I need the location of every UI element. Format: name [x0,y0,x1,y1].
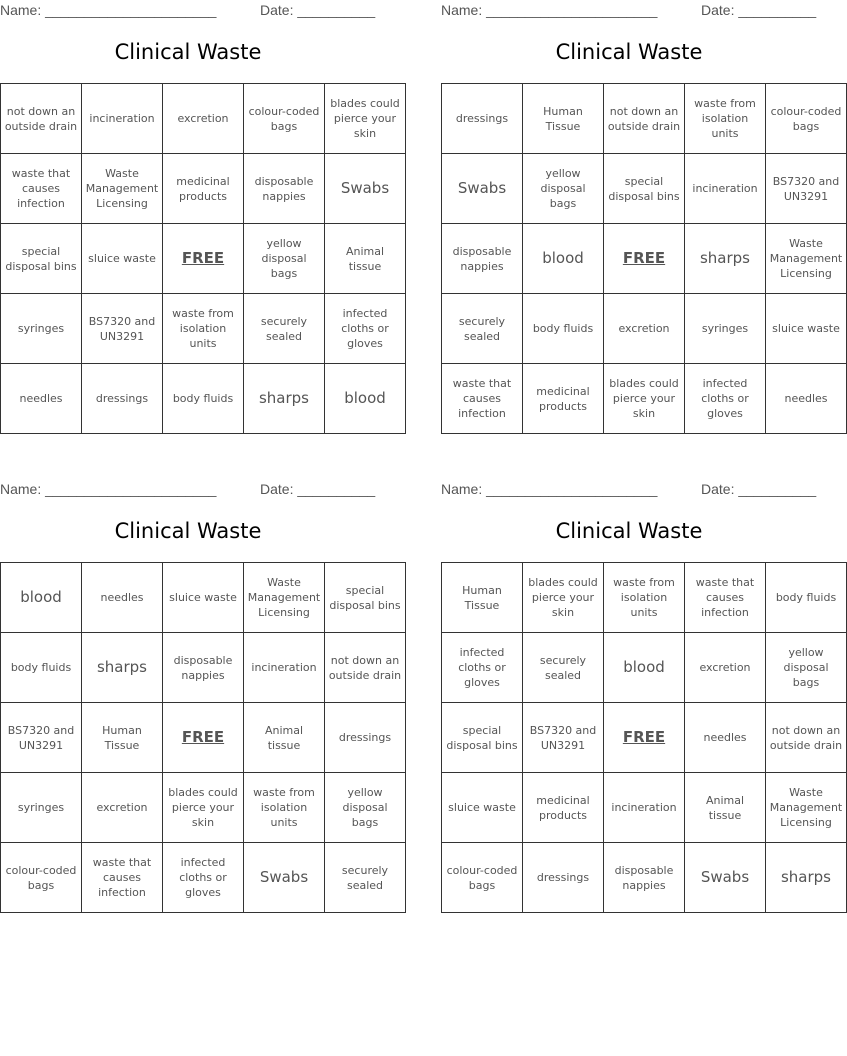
grid-cell: sluice waste [442,773,523,843]
grid-row [1,154,406,224]
grid-row [442,563,847,633]
grid-cell: blood [1,563,82,633]
grid-cell: dressings [325,703,406,773]
grid-cell: yellow disposal bags [523,154,604,224]
grid-cell: blood [523,224,604,294]
grid-row [1,294,406,364]
grid-cell: BS7320 and UN3291 [766,154,847,224]
grid-cell: infected cloths or gloves [163,843,244,913]
grid-cell: Waste Management Licensing [766,224,847,294]
grid-cell: Animal tissue [325,224,406,294]
grid-row [442,703,847,773]
grid-cell: excretion [163,84,244,154]
grid-cell: yellow disposal bags [325,773,406,843]
bingo-card-2 [441,0,843,460]
free-cell: FREE [163,703,244,773]
grid-cell: Swabs [685,843,766,913]
grid-cell: dressings [442,84,523,154]
grid-cell: not down an outside drain [325,633,406,703]
grid-cell: not down an outside drain [604,84,685,154]
name-field: Name: ______________________ [441,481,658,497]
grid-cell: yellow disposal bags [766,633,847,703]
grid-cell: Waste Management Licensing [766,773,847,843]
grid-cell: colour-coded bags [244,84,325,154]
grid-cell: blades could pierce your skin [523,563,604,633]
grid-cell: securely sealed [244,294,325,364]
grid-cell: waste from isolation units [244,773,325,843]
grid-cell: Animal tissue [244,703,325,773]
card-title: Clinical Waste [555,519,703,543]
name-field: Name: ______________________ [441,2,658,18]
grid-cell: medicinal products [523,364,604,434]
grid-cell: blood [604,633,685,703]
grid-cell: body fluids [766,563,847,633]
grid-row [1,703,406,773]
date-field: Date: __________ [260,2,376,18]
grid-cell: infected cloths or gloves [685,364,766,434]
grid-cell: dressings [82,364,163,434]
free-cell: FREE [163,224,244,294]
grid-cell: sharps [766,843,847,913]
grid-row [442,294,847,364]
grid-cell: special disposal bins [325,563,406,633]
card-title: Clinical Waste [114,519,262,543]
grid-row [442,364,847,434]
grid-cell: disposable nappies [163,633,244,703]
date-field: Date: __________ [701,2,817,18]
bingo-grid [0,562,406,913]
grid-cell: excretion [604,294,685,364]
grid-cell: BS7320 and UN3291 [523,703,604,773]
card-title: Clinical Waste [555,40,703,64]
grid-cell: colour-coded bags [1,843,82,913]
grid-cell: disposable nappies [244,154,325,224]
grid-row [1,633,406,703]
grid-row [442,224,847,294]
grid-cell: special disposal bins [442,703,523,773]
grid-row [1,224,406,294]
grid-cell: infected cloths or gloves [325,294,406,364]
grid-cell: waste that causes infection [442,364,523,434]
grid-cell: Swabs [244,843,325,913]
grid-cell: special disposal bins [1,224,82,294]
grid-row [442,633,847,703]
grid-cell: medicinal products [163,154,244,224]
grid-cell: yellow disposal bags [244,224,325,294]
grid-cell: colour-coded bags [766,84,847,154]
grid-cell: sharps [244,364,325,434]
date-field: Date: __________ [260,481,376,497]
name-field: Name: ______________________ [0,2,217,18]
grid-cell: blood [325,364,406,434]
grid-cell: Human Tissue [82,703,163,773]
grid-cell: not down an outside drain [1,84,82,154]
grid-cell: sluice waste [766,294,847,364]
bingo-grid [441,83,847,434]
grid-cell: infected cloths or gloves [442,633,523,703]
grid-cell: excretion [685,633,766,703]
grid-cell: Swabs [442,154,523,224]
grid-row [442,843,847,913]
grid-cell: BS7320 and UN3291 [82,294,163,364]
grid-cell: special disposal bins [604,154,685,224]
grid-cell: blades could pierce your skin [604,364,685,434]
grid-cell: blades could pierce your skin [325,84,406,154]
grid-row [1,364,406,434]
grid-cell: excretion [82,773,163,843]
grid-cell: securely sealed [523,633,604,703]
bingo-grid [441,562,847,913]
grid-row [1,843,406,913]
grid-cell: dressings [523,843,604,913]
grid-cell: body fluids [1,633,82,703]
bingo-card-4 [441,479,843,939]
grid-cell: syringes [1,773,82,843]
grid-cell: BS7320 and UN3291 [1,703,82,773]
grid-cell: waste from isolation units [604,563,685,633]
grid-cell: syringes [1,294,82,364]
grid-cell: waste from isolation units [685,84,766,154]
grid-cell: syringes [685,294,766,364]
grid-cell: disposable nappies [442,224,523,294]
grid-cell: incineration [685,154,766,224]
grid-cell: disposable nappies [604,843,685,913]
grid-cell: waste from isolation units [163,294,244,364]
grid-cell: Human Tissue [523,84,604,154]
name-field: Name: ______________________ [0,481,217,497]
grid-cell: colour-coded bags [442,843,523,913]
grid-row [1,563,406,633]
free-cell: FREE [604,703,685,773]
grid-row [442,773,847,843]
grid-cell: sluice waste [163,563,244,633]
grid-cell: blades could pierce your skin [163,773,244,843]
grid-cell: sluice waste [82,224,163,294]
bingo-card-3 [0,479,402,939]
grid-cell: sharps [685,224,766,294]
grid-cell: not down an outside drain [766,703,847,773]
grid-row [442,154,847,224]
date-field: Date: __________ [701,481,817,497]
grid-row [442,84,847,154]
grid-cell: medicinal products [523,773,604,843]
grid-cell: Human Tissue [442,563,523,633]
grid-cell: Waste Management Licensing [82,154,163,224]
card-title: Clinical Waste [114,40,262,64]
grid-cell: waste that causes infection [685,563,766,633]
grid-row [1,84,406,154]
grid-cell: Waste Management Licensing [244,563,325,633]
grid-cell: needles [766,364,847,434]
grid-cell: Swabs [325,154,406,224]
free-cell: FREE [604,224,685,294]
grid-cell: Animal tissue [685,773,766,843]
bingo-card-1 [0,0,400,460]
grid-cell: waste that causes infection [1,154,82,224]
grid-cell: securely sealed [325,843,406,913]
grid-cell: sharps [82,633,163,703]
grid-cell: needles [82,563,163,633]
grid-cell: incineration [244,633,325,703]
grid-cell: needles [685,703,766,773]
grid-cell: waste that causes infection [82,843,163,913]
grid-cell: body fluids [163,364,244,434]
grid-cell: needles [1,364,82,434]
grid-cell: incineration [82,84,163,154]
grid-cell: securely sealed [442,294,523,364]
grid-cell: body fluids [523,294,604,364]
bingo-grid [0,83,406,434]
grid-row [1,773,406,843]
grid-cell: incineration [604,773,685,843]
